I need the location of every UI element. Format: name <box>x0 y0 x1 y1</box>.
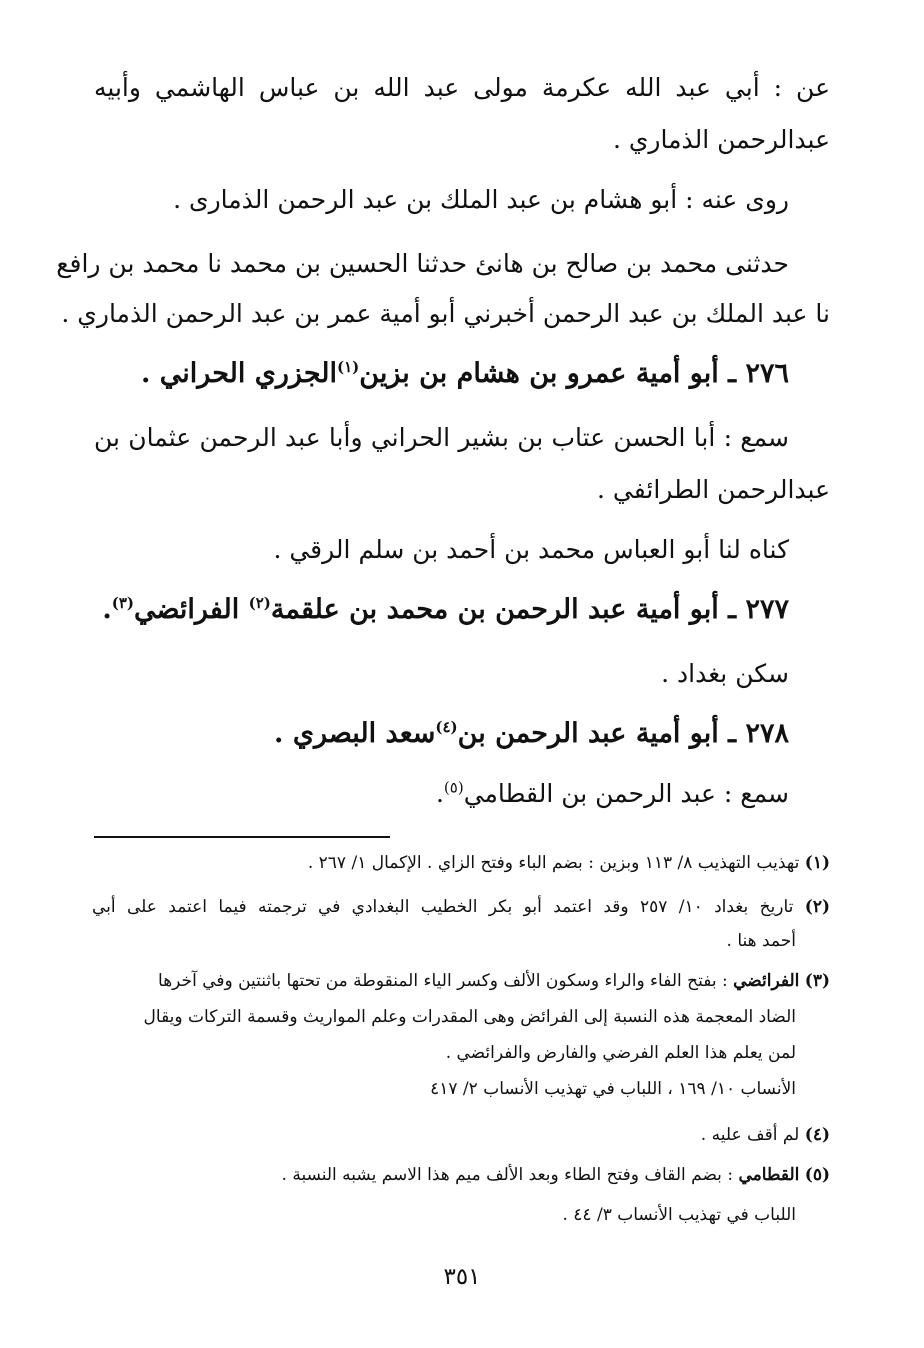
footnote-3-term: الفرائضي <box>733 971 800 991</box>
page-number: ٣٥١ <box>443 1264 481 1290</box>
paragraph-278-heard-end: . <box>435 779 444 808</box>
footnote-2-line2: أحمد هنا . <box>726 931 796 951</box>
footnote-3-line2: الضاد المعجمة هذه النسبة إلى الفرائض وهى المقدرات وعلم المواريث وقسمة التركات ويقال <box>143 1007 796 1027</box>
footnote-1 <box>92 850 830 876</box>
paragraph-narrators-line2: عبدالرحمن الذماري . <box>612 125 830 154</box>
footnote-3-number: (٣) <box>804 971 830 991</box>
footnote-ref-4[interactable]: (٤) <box>435 718 458 736</box>
footnote-3-line3: لمن يعلم هذا العلم الفرضي والفارض والفرائضي . <box>445 1043 796 1063</box>
footnote-4-number: (٤) <box>804 1125 830 1145</box>
paragraph-isnad-line1: حدثنى محمد بن صالح بن هانئ حدثنا الحسين بن محمد نا محمد بن رافع <box>56 249 789 278</box>
entry-heading-278-name: ٢٧٨ ـ أبو أمية عبد الرحمن بن <box>457 718 789 749</box>
paragraph-narrators-line1: عن : أبي عبد الله عكرمة مولى عبد الله بن عباس الهاشمي وأبيه <box>94 73 830 102</box>
footnote-5-number: (٥) <box>804 1165 830 1185</box>
entry-heading-276-name: ٢٧٦ ـ أبو أمية عمرو بن هشام بن بزين <box>359 358 789 389</box>
footnote-ref-1[interactable]: (١) <box>337 358 360 376</box>
paragraph-transmitted-by: روى عنه : أبو هشام بن عبد الملك بن عبد الرحمن الذمارى . <box>173 185 789 214</box>
footnote-2-text-line1: تاريخ بغداد ١٠/ ٢٥٧ وقد اعتمد أبو بكر الخطيب البغدادي في ترجمته فيما اعتمد على أبي <box>92 897 794 917</box>
footnote-1-text: تهذيب التهذيب ٨/ ١١٣ وبزين : بضم الباء وفتح الزاي . الإكمال ١/ ٢٦٧ . <box>307 853 800 873</box>
paragraph-278-heard <box>94 776 789 812</box>
entry-heading-278 <box>94 716 789 752</box>
footnote-ref-5[interactable]: (٥) <box>443 778 464 797</box>
paragraph-isnad-line2: نا عبد الملك بن عبد الرحمن أخبرني أبو أمية عمر بن عبد الرحمن الذماري . <box>61 299 830 328</box>
footnote-separator <box>94 836 390 838</box>
footnote-3-text-line1: : بفتح الفاء والراء وسكون الألف وكسر الياء المنقوطة من تحتها باثنتين وفي آخرها <box>158 971 734 991</box>
entry-heading-277-name: ٢٧٧ ـ أبو أمية عبد الرحمن بن محمد بن علقمة <box>270 594 789 625</box>
entry-heading-277-end: . <box>102 594 112 625</box>
paragraph-278-heard-text: سمع : عبد الرحمن بن القطامي <box>463 779 789 808</box>
footnote-1-number: (١) <box>804 853 830 873</box>
footnote-4 <box>92 1122 830 1148</box>
entry-heading-276 <box>94 356 789 392</box>
footnote-3-line1 <box>92 968 830 994</box>
footnote-ref-3[interactable]: (٣) <box>111 594 134 612</box>
footnote-ref-2[interactable]: (٢) <box>248 594 271 612</box>
footnote-4-text: لم أقف عليه . <box>700 1125 800 1145</box>
entry-heading-277 <box>94 592 789 628</box>
footnote-3-source: الأنساب ١٠/ ١٦٩ ، اللباب في تهذيب الأنساب ٢/ ٤١٧ <box>430 1079 796 1099</box>
footnote-5-term: القطامي <box>738 1165 800 1185</box>
paragraph-276-heard-line1: سمع : أبا الحسن عتاب بن بشير الحراني وأبا عبد الرحمن عثمان بن <box>94 423 789 452</box>
paragraph-276-heard-line2: عبدالرحمن الطرائفي . <box>597 475 830 504</box>
paragraph-276-kunya: كناه لنا أبو العباس محمد بن أحمد بن سلم الرقي . <box>273 535 789 564</box>
footnote-2-number: (٢) <box>804 897 830 917</box>
entry-heading-276-nisba: الجزري الحراني . <box>140 358 337 389</box>
entry-heading-278-nisba: سعد البصري . <box>274 718 436 749</box>
entry-heading-277-nisba: الفرائضي <box>134 594 249 625</box>
footnote-2-line1 <box>92 894 830 920</box>
footnote-5-line1 <box>92 1162 830 1188</box>
paragraph-277-residence: سكن بغداد . <box>661 659 789 688</box>
footnote-5-text: : بضم القاف وفتح الطاء وبعد الألف ميم هذا الاسم يشبه النسبة . <box>281 1165 739 1185</box>
footnote-5-source: اللباب في تهذيب الأنساب ٣/ ٤٤ . <box>562 1205 796 1225</box>
